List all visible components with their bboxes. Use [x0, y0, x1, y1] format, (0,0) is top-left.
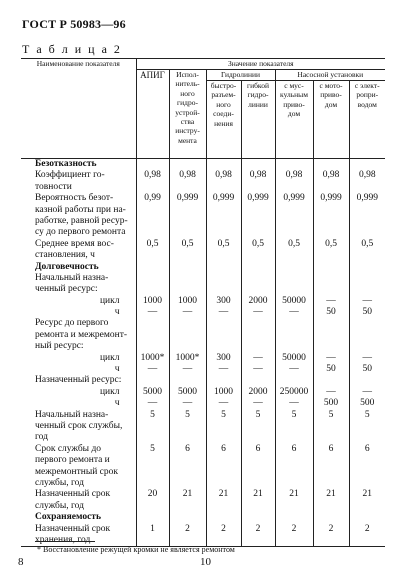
- col-coupling: быстро-разъем-ного соеди-нения: [206, 81, 241, 159]
- table-row: [21, 444, 385, 490]
- cell-value: 21: [206, 489, 241, 512]
- cell-value: [275, 159, 313, 171]
- cell-value: —: [275, 364, 313, 375]
- col-manual: с мус-кульным приво-дом: [275, 81, 313, 159]
- row-label: Назначенный срок хранения, год: [21, 524, 136, 547]
- table-row: [21, 353, 385, 364]
- cell-value: 2: [313, 524, 349, 547]
- cell-value: —: [275, 307, 313, 318]
- cell-value: 500: [313, 398, 349, 409]
- cell-value: 20: [136, 489, 169, 512]
- cell-value: [241, 512, 275, 523]
- footnote: * Восстановление режущей кромки не является ремонтом: [37, 545, 235, 554]
- cell-value: —: [241, 398, 275, 409]
- cell-value: 0,999: [241, 193, 275, 239]
- cell-value: [169, 318, 206, 352]
- cell-value: 5000: [169, 387, 206, 398]
- col-electric: с элект-ропри-водом: [349, 81, 385, 159]
- cell-value: 0,98: [241, 170, 275, 193]
- cell-value: 0,5: [349, 239, 385, 262]
- cell-value: [206, 375, 241, 386]
- group-pump: Насосной установки: [275, 70, 385, 81]
- group-hydro: Гидролинии: [206, 70, 275, 81]
- cell-value: 2: [169, 524, 206, 547]
- cell-value: 1000: [136, 296, 169, 307]
- cell-value: —: [169, 364, 206, 375]
- cell-value: 0,5: [313, 239, 349, 262]
- table-row: [21, 364, 385, 375]
- cell-value: 5: [206, 410, 241, 444]
- cell-value: 50: [349, 307, 385, 318]
- cell-value: [169, 262, 206, 273]
- cell-value: 0,98: [136, 170, 169, 193]
- cell-value: 0,99: [136, 193, 169, 239]
- cell-value: [313, 273, 349, 296]
- cell-value: 1000: [206, 387, 241, 398]
- cell-value: —: [313, 296, 349, 307]
- cell-value: [206, 318, 241, 352]
- table-row: [21, 307, 385, 318]
- cell-value: 0,5: [275, 239, 313, 262]
- cell-value: 6: [169, 444, 206, 490]
- cell-value: 6: [275, 444, 313, 490]
- cell-value: —: [241, 364, 275, 375]
- cell-value: 21: [349, 489, 385, 512]
- cell-value: 0,98: [349, 170, 385, 193]
- table-row: [21, 410, 385, 444]
- standard-title: ГОСТ Р 50983—96: [22, 17, 126, 31]
- page-number-left: 8: [18, 556, 24, 568]
- section-row: [21, 262, 385, 273]
- cell-value: 6: [241, 444, 275, 490]
- cell-value: 6: [349, 444, 385, 490]
- cell-value: 5: [349, 410, 385, 444]
- cell-value: [169, 375, 206, 386]
- cell-value: —: [136, 398, 169, 409]
- cell-value: —: [169, 307, 206, 318]
- cell-value: [241, 262, 275, 273]
- table-row: [21, 193, 385, 239]
- row-label: Долговечность: [35, 261, 99, 272]
- header-name: Наименование показателя: [21, 59, 136, 159]
- cell-value: 2: [349, 524, 385, 547]
- cell-value: 2: [241, 524, 275, 547]
- cell-value: 0,98: [275, 170, 313, 193]
- cell-value: 300: [206, 296, 241, 307]
- cell-value: —: [136, 307, 169, 318]
- section-row: [21, 512, 385, 523]
- row-label: Безотказность: [35, 159, 97, 169]
- cell-value: [349, 318, 385, 352]
- cell-value: —: [206, 307, 241, 318]
- cell-value: 6: [206, 444, 241, 490]
- cell-value: 6: [313, 444, 349, 490]
- header-values: Значение показателя: [136, 59, 385, 70]
- row-label: ч: [114, 364, 120, 375]
- cell-value: [241, 375, 275, 386]
- cell-value: [275, 273, 313, 296]
- cell-value: 0,98: [206, 170, 241, 193]
- table-row: [21, 318, 385, 352]
- cell-value: 21: [313, 489, 349, 512]
- row-label: цикл: [99, 295, 120, 306]
- cell-value: [136, 262, 169, 273]
- col-motor: с мото-приво-дом: [313, 81, 349, 159]
- cell-value: 1000*: [169, 353, 206, 364]
- cell-value: [206, 512, 241, 523]
- cell-value: 0,5: [169, 239, 206, 262]
- table-row: [21, 375, 385, 386]
- row-label: Назначенный ресурс:: [35, 375, 122, 386]
- row-label: цикл: [99, 352, 120, 363]
- table-row: [21, 387, 385, 398]
- cell-value: 21: [169, 489, 206, 512]
- row-label: Ресурс до первого ремонта и межремонт-ный ресурс:: [35, 318, 128, 352]
- cell-value: —: [275, 398, 313, 409]
- cell-value: 0,999: [349, 193, 385, 239]
- cell-value: [206, 262, 241, 273]
- cell-value: [136, 375, 169, 386]
- cell-value: 1: [136, 524, 169, 547]
- table-row: [21, 170, 385, 193]
- cell-value: [349, 159, 385, 171]
- cell-value: 1000*: [136, 353, 169, 364]
- cell-value: [275, 375, 313, 386]
- footnote-rule: [35, 541, 95, 542]
- cell-value: —: [241, 353, 275, 364]
- cell-value: [349, 375, 385, 386]
- cell-value: [313, 512, 349, 523]
- cell-value: —: [206, 398, 241, 409]
- row-label: ч: [114, 307, 120, 318]
- cell-value: [313, 318, 349, 352]
- cell-value: [275, 512, 313, 523]
- cell-value: 50000: [275, 353, 313, 364]
- cell-value: —: [349, 296, 385, 307]
- row-label: Начальный назна-ченный срок службы, год: [35, 409, 123, 443]
- cell-value: [136, 159, 169, 171]
- cell-value: [169, 273, 206, 296]
- cell-value: 50: [313, 307, 349, 318]
- table-caption: Т а б л и ц а 2: [22, 42, 122, 56]
- table-row: [21, 489, 385, 512]
- cell-value: —: [313, 353, 349, 364]
- row-label: Начальный назна-ченный ресурс:: [35, 272, 109, 295]
- cell-value: 5: [275, 410, 313, 444]
- cell-value: [313, 262, 349, 273]
- col-apig: АПИГ: [136, 70, 169, 159]
- cell-value: 5: [136, 410, 169, 444]
- cell-value: 0,999: [313, 193, 349, 239]
- indicators-table: [21, 58, 385, 547]
- cell-value: 1000: [169, 296, 206, 307]
- cell-value: [136, 273, 169, 296]
- cell-value: 50: [313, 364, 349, 375]
- cell-value: [275, 318, 313, 352]
- cell-value: [169, 512, 206, 523]
- cell-value: 0,98: [313, 170, 349, 193]
- cell-value: [241, 159, 275, 171]
- row-label: цикл: [99, 386, 120, 397]
- table-row: [21, 398, 385, 409]
- row-label: Назначенный срок службы, год: [35, 489, 111, 511]
- cell-value: 0,5: [241, 239, 275, 262]
- cell-value: 2000: [241, 296, 275, 307]
- cell-value: [349, 273, 385, 296]
- cell-value: [349, 262, 385, 273]
- cell-value: [206, 159, 241, 171]
- table-row: [21, 273, 385, 296]
- cell-value: [349, 512, 385, 523]
- cell-value: 0,999: [275, 193, 313, 239]
- cell-value: 5: [241, 410, 275, 444]
- cell-value: —: [206, 364, 241, 375]
- cell-value: 250000: [275, 387, 313, 398]
- table-row: [21, 524, 385, 547]
- cell-value: 0,5: [136, 239, 169, 262]
- cell-value: 5000: [136, 387, 169, 398]
- cell-value: 300: [206, 353, 241, 364]
- cell-value: 50: [349, 364, 385, 375]
- cell-value: —: [313, 387, 349, 398]
- cell-value: [313, 375, 349, 386]
- section-row: [21, 159, 385, 171]
- cell-value: 0,98: [169, 170, 206, 193]
- row-label: Сохраняемость: [35, 512, 101, 523]
- row-label: Вероятность безот-казной работы при на-работке, равной ресур-су до первого ремонта: [35, 193, 128, 238]
- cell-value: 5: [136, 444, 169, 490]
- cell-value: [136, 318, 169, 352]
- row-label: Коэффициент го-товности: [35, 170, 105, 192]
- cell-value: —: [136, 364, 169, 375]
- cell-value: 21: [241, 489, 275, 512]
- cell-value: 21: [275, 489, 313, 512]
- page-number-center: 10: [200, 556, 211, 568]
- cell-value: [275, 262, 313, 273]
- row-label: ч: [114, 398, 120, 409]
- cell-value: [313, 159, 349, 171]
- cell-value: —: [349, 387, 385, 398]
- table-row: [21, 296, 385, 307]
- cell-value: [206, 273, 241, 296]
- row-label: Срок службы до первого ремонта и межремонтный срок службы, год: [35, 443, 119, 488]
- cell-value: —: [349, 353, 385, 364]
- cell-value: 2: [206, 524, 241, 547]
- cell-value: 50000: [275, 296, 313, 307]
- row-label: Среднее время вос-становления, ч: [35, 238, 114, 261]
- cell-value: 2: [275, 524, 313, 547]
- table-row: [21, 239, 385, 262]
- cell-value: 0,999: [169, 193, 206, 239]
- cell-value: 2000: [241, 387, 275, 398]
- col-hose: гибкой гидро-линии: [241, 81, 275, 159]
- col-tool: Испол-нитель-ного гидро-устрой-ства инстру-мента: [169, 70, 206, 159]
- cell-value: [241, 318, 275, 352]
- cell-value: —: [241, 307, 275, 318]
- cell-value: 0,5: [206, 239, 241, 262]
- cell-value: 0,999: [206, 193, 241, 239]
- cell-value: [136, 512, 169, 523]
- cell-value: [169, 159, 206, 171]
- cell-value: [241, 273, 275, 296]
- cell-value: 5: [313, 410, 349, 444]
- cell-value: 5: [169, 410, 206, 444]
- cell-value: 500: [349, 398, 385, 409]
- cell-value: —: [169, 398, 206, 409]
